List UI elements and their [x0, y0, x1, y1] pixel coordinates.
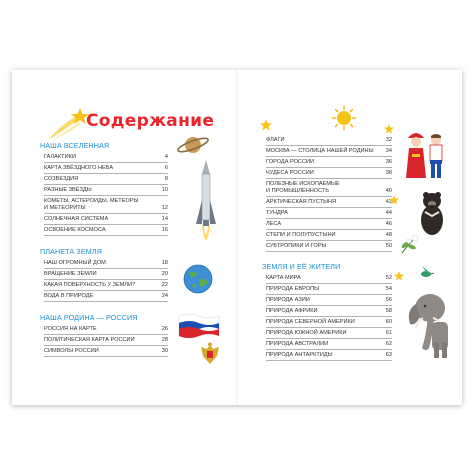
toc-entry-page-number: 20	[161, 271, 168, 277]
toc-entry-page-number: 10	[161, 187, 168, 193]
toc-entry[interactable]	[44, 292, 168, 302]
toc-entry-page-number: 58	[385, 308, 392, 314]
toc-entry[interactable]	[266, 242, 392, 252]
toc-entry[interactable]	[266, 220, 392, 230]
toc-entry-divider	[266, 218, 392, 219]
star-icon	[389, 195, 399, 205]
rocket-icon	[194, 160, 218, 256]
toc-entry[interactable]	[266, 209, 392, 219]
toc-entry-page-number: 42	[385, 199, 392, 205]
section-heading: НАША ВСЕЛЕННАЯ	[40, 141, 110, 150]
toc-entry-label: ЛЕСА	[266, 221, 282, 227]
toc-entry[interactable]	[266, 136, 392, 146]
bear-icon	[418, 190, 446, 236]
page-title: Содержание	[86, 111, 215, 131]
toc-entry-label: ПРИРОДА ЮЖНОЙ АМЕРИКИ	[266, 330, 347, 336]
toc-entry-divider	[266, 349, 392, 350]
toc-entry-label: ПРИРОДА АВСТРАЛИИ	[266, 341, 329, 347]
section-heading: ПЛАНЕТА ЗЕМЛЯ	[40, 247, 102, 256]
toc-entry[interactable]	[44, 336, 168, 346]
star-icon	[394, 271, 404, 281]
toc-entry-label: КАКАЯ ПОВЕРХНОСТЬ У ЗЕМЛИ?	[44, 282, 136, 288]
toc-entry-label: СИМВОЛЫ РОССИИ	[44, 348, 99, 354]
toc-entry-label: ВРАЩЕНИЕ ЗЕМЛИ	[44, 271, 97, 277]
toc-entry[interactable]	[266, 285, 392, 295]
toc-entry-page-number: 40	[385, 188, 392, 194]
toc-entry[interactable]	[44, 215, 168, 225]
toc-entry-label: ЧУДЕСА РОССИИ	[266, 170, 314, 176]
toc-entry-divider	[44, 162, 168, 163]
toc-entry-page-number: 54	[385, 286, 392, 292]
toc-entry-label: КАРТА ЗВЁЗДНОГО НЕБА	[44, 165, 114, 171]
toc-entry-label: КАРТА МИРА	[266, 275, 301, 281]
flower-icon	[398, 233, 420, 255]
toc-entry-label: ПРИРОДА АЗИИ	[266, 297, 310, 303]
toc-entry-divider	[266, 196, 392, 197]
toc-entry[interactable]	[266, 340, 392, 350]
toc-entry-divider	[266, 229, 392, 230]
toc-entry-divider	[266, 156, 392, 157]
toc-entry[interactable]	[266, 307, 392, 317]
toc-entry-page-number: 26	[161, 326, 168, 332]
sun-icon	[332, 106, 356, 130]
toc-entry-page-number: 32	[385, 137, 392, 143]
toc-entry[interactable]	[266, 274, 392, 284]
toc-entry[interactable]	[266, 158, 392, 168]
toc-entry-label: СОЗВЕЗДИЯ	[44, 176, 79, 182]
toc-entry-label: ПРИРОДА СЕВЕРНОЙ АМЕРИКИ	[266, 319, 355, 325]
toc-entry-divider	[44, 268, 168, 269]
comet-star-icon	[46, 104, 90, 142]
toc-entry-divider	[44, 235, 168, 236]
toc-entry[interactable]	[44, 226, 168, 236]
toc-entry[interactable]	[266, 329, 392, 339]
toc-entry-divider	[44, 290, 168, 291]
toc-entry-divider	[266, 145, 392, 146]
toc-entry[interactable]	[44, 175, 168, 185]
toc-entry-divider	[44, 334, 168, 335]
toc-entry-divider	[266, 294, 392, 295]
toc-entry-label: ПРИРОДА АФРИКИ	[266, 308, 318, 314]
toc-entry-page-number: 18	[161, 260, 168, 266]
toc-entry-label: ГАЛАКТИКИ	[44, 154, 76, 160]
section-heading: ЗЕМЛЯ И ЕЁ ЖИТЕЛИ	[262, 262, 341, 271]
toc-entry-page-number: 16	[161, 227, 168, 233]
toc-entry[interactable]	[44, 153, 168, 163]
toc-entry-page-number: 22	[161, 282, 168, 288]
toc-entry-divider	[44, 173, 168, 174]
toc-entry-page-number: 60	[385, 319, 392, 325]
toc-entry-page-number: 56	[385, 297, 392, 303]
toc-entry-label: ОСВОЕНИЕ КОСМОСА	[44, 227, 106, 233]
toc-entry-divider	[266, 240, 392, 241]
folk-costume-children-icon	[406, 126, 450, 182]
toc-entry-page-number: 50	[385, 243, 392, 249]
toc-entry-label-line2: И МЕТЕОРИТЫ	[44, 205, 86, 211]
toc-entry-page-number: 4	[164, 154, 168, 160]
toc-entry-divider	[44, 356, 168, 357]
toc-entry-label: СУБТРОПИКИ И ГОРЫ	[266, 243, 327, 249]
toc-entry-divider	[266, 327, 392, 328]
toc-entry[interactable]	[44, 164, 168, 174]
toc-entry-label: АРКТИЧЕСКАЯ ПУСТЫНЯ	[266, 199, 337, 205]
toc-entry[interactable]	[266, 231, 392, 241]
earth-globe-icon	[183, 264, 213, 294]
toc-entry-label-line2: И ПРОМЫШЛЕННОСТЬ	[266, 188, 330, 194]
toc-entry[interactable]	[266, 180, 392, 197]
toc-entry-label: НАШ ОГРОМНЫЙ ДОМ	[44, 260, 106, 266]
toc-entry[interactable]	[44, 325, 168, 335]
toc-entry[interactable]	[44, 270, 168, 280]
toc-entry-page-number: 61	[385, 330, 392, 336]
toc-entry[interactable]	[44, 197, 168, 214]
star-icon	[260, 119, 272, 131]
toc-entry[interactable]	[44, 259, 168, 269]
star-icon	[384, 124, 394, 134]
toc-entry[interactable]	[266, 147, 392, 157]
toc-entry[interactable]	[266, 198, 392, 208]
toc-entry-divider	[44, 213, 168, 214]
toc-entry-divider	[266, 360, 392, 361]
toc-entry-page-number: 48	[385, 232, 392, 238]
book-gutter	[236, 70, 238, 405]
toc-entry-page-number: 52	[385, 275, 392, 281]
toc-entry-divider	[44, 195, 168, 196]
toc-entry-label: РОССИЯ НА КАРТЕ	[44, 326, 97, 332]
toc-entry-page-number: 46	[385, 221, 392, 227]
toc-entry-divider	[44, 184, 168, 185]
toc-entry-page-number: 34	[385, 148, 392, 154]
toc-entry-page-number: 63	[385, 352, 392, 358]
toc-entry-page-number: 44	[385, 210, 392, 216]
toc-entry-divider	[266, 338, 392, 339]
hummingbird-icon	[418, 266, 434, 280]
toc-entry-divider	[266, 167, 392, 168]
toc-entry-divider	[44, 279, 168, 280]
toc-entry-divider	[266, 316, 392, 317]
saturn-icon	[176, 132, 210, 158]
toc-entry-label: СТЕПИ И ПОЛУПУСТЫНИ	[266, 232, 336, 238]
toc-entry-divider	[44, 301, 168, 302]
toc-entry-divider	[266, 305, 392, 306]
toc-entry[interactable]	[44, 347, 168, 357]
toc-entry[interactable]	[266, 351, 392, 361]
toc-entry-label: МОСКВА — СТОЛИЦА НАШЕЙ РОДИНЫ	[266, 148, 374, 154]
toc-entry[interactable]	[266, 296, 392, 306]
toc-entry-divider	[266, 178, 392, 179]
toc-entry-divider	[266, 207, 392, 208]
toc-entry[interactable]	[266, 318, 392, 328]
toc-entry-label: ГОРОДА РОССИИ	[266, 159, 315, 165]
elephant-icon	[402, 286, 456, 362]
toc-entry-label: ТУНДРА	[266, 210, 288, 216]
toc-entry-divider	[266, 283, 392, 284]
toc-entry-page-number: 28	[161, 337, 168, 343]
russian-flag-icon	[177, 312, 221, 340]
toc-entry-page-number: 30	[161, 348, 168, 354]
toc-entry-label: ВОДА В ПРИРОДЕ	[44, 293, 94, 299]
toc-entry-label: РАЗНЫЕ ЗВЁЗДЫ	[44, 187, 92, 193]
toc-entry-page-number: 6	[164, 165, 168, 171]
toc-entry-divider	[44, 345, 168, 346]
toc-entry[interactable]	[44, 281, 168, 291]
toc-entry-label: СОЛНЕЧНАЯ СИСТЕМА	[44, 216, 109, 222]
toc-entry-page-number: 24	[161, 293, 168, 299]
toc-entry-page-number: 14	[161, 216, 168, 222]
toc-entry-page-number: 8	[164, 176, 168, 182]
toc-entry-page-number: 62	[385, 341, 392, 347]
toc-entry-label: ФЛАГИ	[266, 137, 285, 143]
toc-entry-label: ПРИРОДА АНТАРКТИДЫ	[266, 352, 333, 358]
section-heading: НАША РОДИНА — РОССИЯ	[40, 313, 138, 322]
toc-entry-page-number: 38	[385, 170, 392, 176]
coat-of-arms-icon	[199, 342, 221, 366]
toc-entry-divider	[44, 224, 168, 225]
toc-entry-divider	[266, 251, 392, 252]
toc-entry-page-number: 12	[161, 205, 168, 211]
toc-entry-label: ПРИРОДА ЕВРОПЫ	[266, 286, 320, 292]
toc-entry-label: ПОЛИТИЧЕСКАЯ КАРТА РОССИИ	[44, 337, 135, 343]
toc-entry[interactable]	[266, 169, 392, 179]
toc-entry-label: ПОЛЕЗНЫЕ ИСКОПАЕМЫЕ	[266, 181, 340, 187]
toc-entry[interactable]	[44, 186, 168, 196]
toc-entry-label: КОМЕТЫ, АСТЕРОИДЫ, МЕТЕОРЫ	[44, 198, 139, 204]
toc-entry-page-number: 36	[385, 159, 392, 165]
